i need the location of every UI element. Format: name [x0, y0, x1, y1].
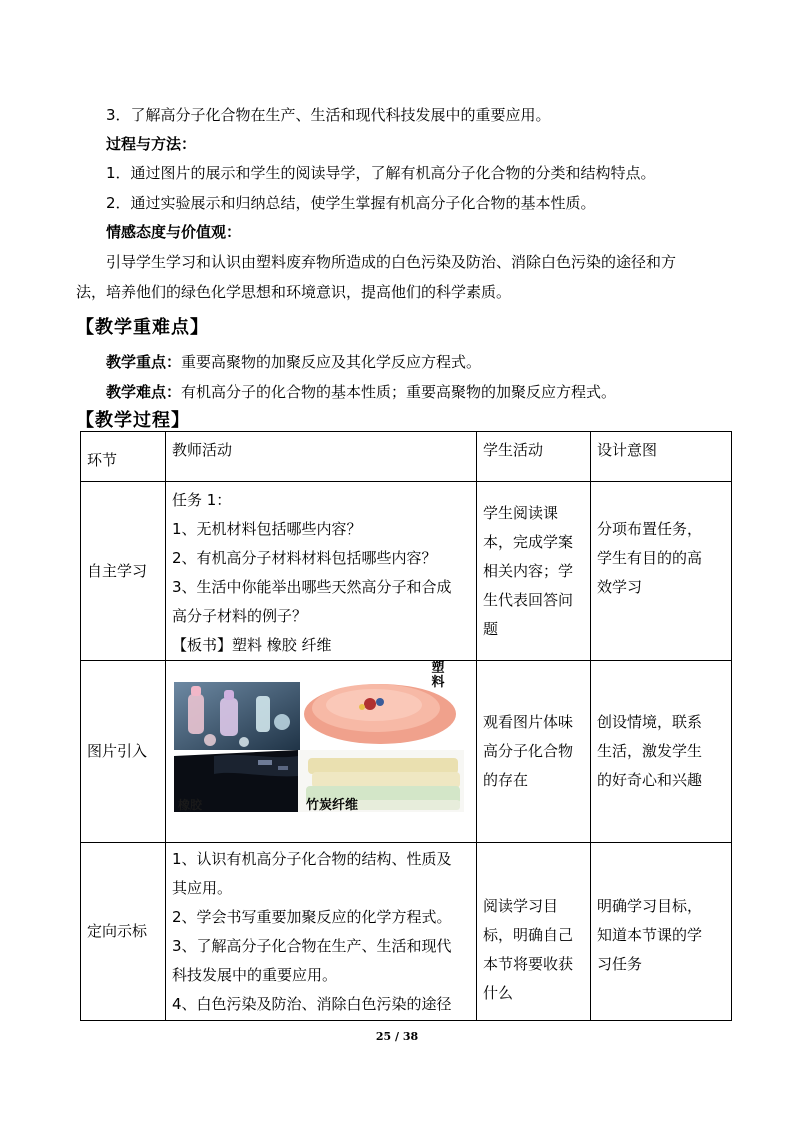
difficulty-label: 教学难点：	[106, 383, 182, 401]
student-line: 阅读学习目	[483, 897, 559, 915]
student-line: 生代表回答问	[483, 590, 574, 609]
board-text: 塑料 橡胶 纤维	[232, 636, 332, 654]
teacher-line: 1、无机材料包括哪些内容？	[172, 520, 362, 538]
student-cell	[477, 843, 591, 1021]
stage-cell: 定向示标	[81, 843, 166, 1021]
key-points-heading: 【教学重难点】	[76, 317, 209, 338]
difficulty-line	[106, 381, 616, 403]
teacher-cell	[166, 843, 477, 1021]
intent-line: 知道本节课的学	[597, 926, 703, 944]
intent-line: 习任务	[597, 955, 643, 973]
student-cell	[477, 482, 591, 661]
teacher-line: 2、有机高分子材料材料包括哪些内容？	[172, 549, 437, 567]
process-method-title: 过程与方法：	[106, 135, 197, 153]
student-line: 高分子化合物	[483, 742, 574, 760]
teacher-line: 4、白色污染及防治、消除白色污染的途径	[172, 995, 452, 1013]
baby-bottles-photo-icon	[174, 682, 302, 750]
teacher-line: 科技发展中的重要应用。	[172, 966, 338, 984]
teacher-line: 1、认识有机高分子化合物的结构、性质及	[172, 850, 452, 868]
focus-text: 重要高聚物的加聚反应及其化学反应方程式。	[181, 353, 482, 371]
table-row	[81, 661, 732, 843]
header-intent: 设计意图	[591, 432, 732, 482]
teacher-line: 高分子材料的例子？	[172, 607, 308, 625]
table-header-row	[81, 432, 732, 482]
header-stage: 环节	[81, 432, 166, 482]
stage-cell: 图片引入	[81, 661, 166, 843]
intent-cell	[591, 843, 732, 1021]
intent-line: 效学习	[597, 578, 643, 596]
intent-line: 学生有目的的高	[597, 549, 703, 567]
student-line: 什么	[483, 984, 514, 1002]
student-line: 的存在	[483, 771, 529, 789]
student-line: 题	[483, 619, 499, 638]
lesson-table	[80, 431, 732, 1021]
teacher-line: 任务 1：	[172, 491, 232, 509]
page-number: 25 / 38	[375, 1030, 419, 1043]
label-plastic: 塑料	[431, 661, 445, 690]
student-cell	[477, 661, 591, 843]
image-cell	[166, 661, 477, 843]
intent-line: 明确学习目标，	[597, 897, 703, 915]
focus-line	[106, 351, 481, 373]
table-row	[81, 482, 732, 661]
board-note	[172, 631, 470, 660]
student-line: 本，完成学案	[483, 532, 574, 551]
intent-line: 创设情境，联系	[597, 713, 703, 731]
teacher-line: 2、学会书写重要加聚反应的化学方程式。	[172, 908, 452, 926]
table-row	[81, 843, 732, 1021]
teacher-line: 其应用。	[172, 879, 233, 897]
process-heading: 【教学过程】	[76, 410, 190, 431]
board-label: 【板书】	[172, 636, 233, 654]
stage-cell: 自主学习	[81, 482, 166, 661]
material-photo-collage	[174, 662, 464, 814]
process-item-1: 1．通过图片的展示和学生的阅读导学，了解有机高分子化合物的分类和结构特点。	[106, 164, 656, 182]
intent-cell	[591, 661, 732, 843]
emotion-line-1: 引导学生学习和认识由塑料废弃物所造成的白色污染及防治、消除白色污染的途径和方	[106, 253, 677, 271]
intent-line: 的好奇心和兴趣	[597, 771, 703, 789]
intent-line: 分项布置任务，	[597, 520, 703, 538]
teacher-line: 3、了解高分子化合物在生产、生活和现代	[172, 937, 452, 955]
emotion-line-2: 法，培养他们的绿色化学思想和环境意识，提高他们的科学素质。	[76, 283, 512, 301]
student-line: 本节将要收获	[483, 955, 574, 973]
process-item-2: 2．通过实验展示和归纳总结，使学生掌握有机高分子化合物的基本性质。	[106, 194, 596, 212]
focus-label: 教学重点：	[106, 353, 182, 371]
header-teacher: 教师活动	[166, 432, 477, 482]
student-line: 标，明确自己	[483, 926, 574, 944]
intent-line: 生活，激发学生	[597, 742, 703, 760]
label-rubber: 橡胶	[178, 798, 203, 812]
intent-cell	[591, 482, 732, 661]
label-fiber: 竹炭纤维	[306, 798, 359, 813]
header-student: 学生活动	[477, 432, 591, 482]
student-line: 学生阅读课	[483, 503, 559, 522]
difficulty-text: 有机高分子的化合物的基本性质；重要高聚物的加聚反应方程式。	[181, 383, 617, 401]
goal-3: 3．了解高分子化合物在生产、生活和现代科技发展中的重要应用。	[106, 106, 551, 124]
teacher-line: 3、生活中你能举出哪些天然高分子和合成	[172, 578, 452, 596]
teacher-cell	[166, 482, 477, 661]
student-line: 相关内容；学	[483, 561, 574, 580]
emotion-title: 情感态度与价值观：	[106, 223, 242, 241]
student-line: 观看图片体味	[483, 713, 574, 731]
